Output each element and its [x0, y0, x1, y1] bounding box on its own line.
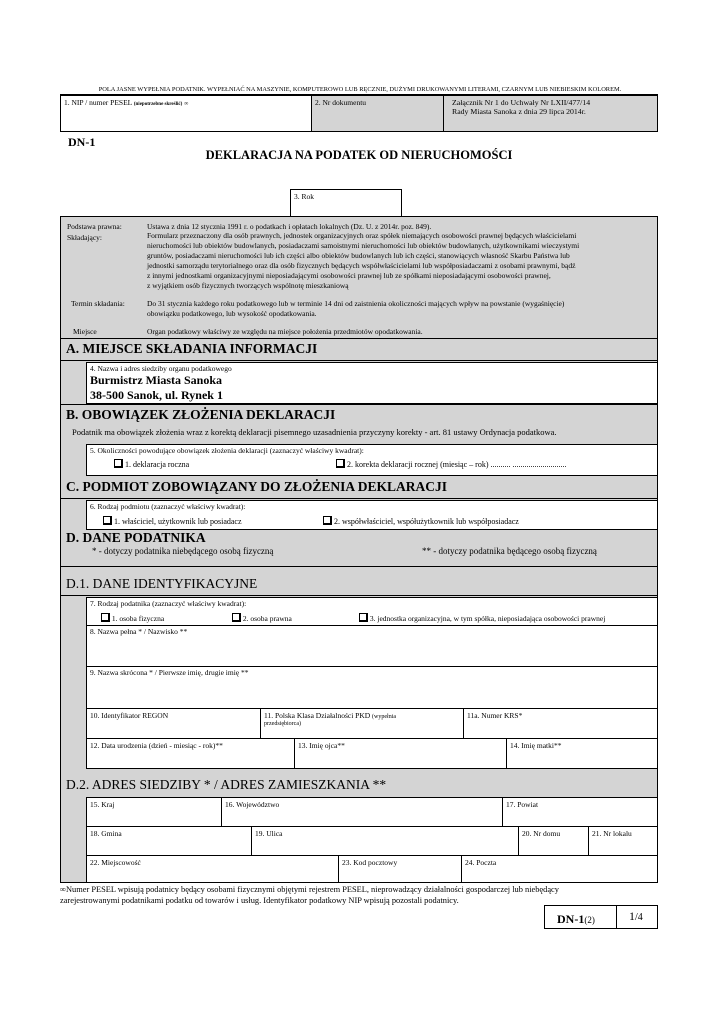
option-natural-person[interactable]: 1. osoba fizyczna [101, 613, 164, 623]
section-b-note: Podatnik ma obowiązek złożenia wraz z korektą deklaracji pisemnego uzasadnienia przyczyny korekty - art. 81 ustawy Ordynacja podatkowa. [72, 427, 557, 437]
section-d-heading: D. DANE PODATNIKA [66, 530, 206, 545]
doc-number-field [311, 95, 444, 132]
tax-office-address: 38-500 Sanok, ul. Rynek 1 [90, 388, 223, 402]
section-d-note-right: ** - dotyczy podatnika będącego osobą fizyczną [422, 546, 597, 556]
deadline-line-1: Do 31 stycznia każdego roku podatkowego lub w terminie 14 dni od zaistnienia okoliczności mających wpływ na powstanie (wygaśnięcie) [147, 299, 565, 308]
county-field[interactable] [502, 797, 658, 827]
submitters-line-6: z wyjątkiem osób fizycznych tworzących wspólnotę mieszkaniową [147, 281, 349, 290]
locality-label: 22. Miejscowość [90, 858, 141, 867]
postal-code-label: 23. Kod pocztowy [342, 858, 398, 867]
submitters-line-3: gruntów, posiadaczami nieruchomości lub ich części albo obiektów budowlanych lub ich części, stanowiących własność Skarbu Państwa lub [147, 251, 570, 260]
taxpayer-type-field [86, 597, 658, 626]
krs-label: 11a. Numer KRS* [467, 711, 523, 720]
section-d2-heading: D.2. ADRES SIEDZIBY * / ADRES ZAMIESZKANIA ** [66, 777, 387, 792]
checkbox-icon[interactable] [359, 613, 368, 622]
pkd-label: 11. Polska Klasa Działalności PKD [264, 711, 371, 720]
page-box-divider [616, 906, 617, 928]
checkbox-icon[interactable] [103, 516, 112, 525]
tax-office-label: 4. Nazwa i adres siedziby organu podatkowego [90, 364, 232, 373]
page-number: 1/4 [629, 909, 643, 923]
street-label: 19. Ulica [255, 829, 283, 838]
submitters-line-5: z innymi jednostkami organizacyjnymi nieposiadającymi osobowości prawnej lub ze spółkami nieposiadającymi osobowości prawnej, [147, 271, 551, 280]
divider [60, 404, 658, 405]
postal-code-field[interactable] [338, 855, 462, 883]
section-a-heading: A. MIEJSCE SKŁADANIA INFORMACJI [66, 341, 318, 356]
voivodeship-field[interactable] [221, 797, 503, 827]
nip-label: 1. NIP / numer PESEL [64, 98, 132, 107]
deadline-label: Termin składania: [71, 299, 125, 308]
top-instruction: POLA JASNE WYPEŁNIA PODATNIK. WYPEŁNIAĆ NA MASZYNIE, KOMPUTEROWO LUB RĘCZNIE, DUŻYMI DRUKOWANYMI LITERAMI, CZARNYM LUB NIEBIESKIM KOLOREM. [98, 86, 622, 93]
tax-office-name: Burmistrz Miasta Sanoka [90, 373, 222, 387]
pkd-hint-1: (wypełnia [372, 714, 397, 720]
country-label: 15. Kraj [90, 800, 115, 809]
full-name-label: 8. Nazwa pełna * / Nazwisko ** [90, 627, 188, 636]
divider [60, 498, 658, 499]
house-number-field[interactable] [518, 826, 589, 856]
option-co-owner[interactable]: 2. współwłaściciel, współużytkownik lub współposiadacz [323, 516, 519, 526]
nip-field[interactable] [60, 95, 312, 132]
annex-box [443, 95, 658, 132]
option-legal-person[interactable]: 2. osoba prawna [232, 613, 292, 623]
nip-sym: ∞ [184, 101, 189, 107]
birth-date-label: 12. Data urodzenia (dzień - miesiąc - rok)** [90, 741, 223, 750]
form-code: DN-1 [68, 135, 96, 149]
birth-date-field[interactable] [86, 738, 295, 769]
pkd-field[interactable] [260, 708, 464, 739]
post-office-label: 24. Poczta [465, 858, 497, 867]
post-office-field[interactable] [461, 855, 658, 883]
year-label: 3. Rok [294, 192, 315, 201]
pkd-hint-2: przedsiębiorca) [264, 721, 301, 727]
deadline-line-2: obowiązku podatkowego, lub wysokość opodatkowania. [147, 309, 317, 318]
info-block [60, 216, 658, 339]
submitters-line-1: Formularz przeznaczony dla osób prawnych, jednostek organizacyjnych oraz spółek niemających osobowości prawnej będących właścicielami [147, 231, 577, 240]
municipality-label: 18. Gmina [90, 829, 122, 838]
father-name-label: 13. Imię ojca** [298, 741, 345, 750]
section-b-heading: B. OBOWIĄZEK ZŁOŻENIA DEKLARACJI [66, 407, 336, 422]
tax-office-field [86, 362, 658, 404]
option-annual[interactable]: 1. deklaracja roczna [114, 459, 189, 469]
short-name-label: 9. Nazwa skrócona * / Pierwsze imię, drugie imię ** [90, 668, 249, 677]
divider [60, 360, 658, 361]
municipality-field[interactable] [86, 826, 252, 856]
page-box [544, 905, 658, 929]
footnote-line-1: ∞Numer PESEL wpisują podatnicy będący osobami fizycznymi objętymi rejestrem PESEL, nieprowadzący działalności gospodarczej lub niebędący [60, 885, 559, 894]
circumstances-label: 5. Okoliczności powodujące obowiązek złożenia deklaracji (zaznaczyć właściwy kwadrat): [90, 446, 364, 455]
mother-name-field[interactable] [506, 738, 658, 769]
street-field[interactable] [251, 826, 519, 856]
year-field[interactable] [290, 189, 402, 217]
option-owner[interactable]: 1. właściciel, użytkownik lub posiadacz [103, 516, 242, 526]
entity-type-field [86, 500, 658, 530]
page-box-code: DN-1(2) [557, 912, 595, 926]
mother-name-label: 14. Imię matki** [510, 741, 562, 750]
footnote-sym: ∞ [60, 885, 66, 894]
full-name-field[interactable] [86, 625, 658, 667]
place-label: Miejsce [73, 327, 97, 336]
country-field[interactable] [86, 797, 222, 827]
submitters-line-4: jednostki samorządu terytorialnego oraz dla osób fizycznych będących współwłaścicielami lub współposiadaczami z osobami prawnymi, bądź [147, 261, 576, 270]
father-name-field[interactable] [294, 738, 507, 769]
annex-line1: Załącznik Nr 1 do Uchwały Nr LXII/477/14 [452, 98, 591, 107]
annex-line2: Rady Miasta Sanoka z dnia 29 lipca 2014r. [452, 107, 586, 116]
option-organizational-unit[interactable]: 3. jednostka organizacyjna, w tym spółka, nieposiadająca osobowości prawnej [359, 613, 605, 623]
voivodeship-label: 16. Województwo [225, 800, 280, 809]
legal-basis-text: Ustawa z dnia 12 stycznia 1991 r. o podatkach i opłatach lokalnych (Dz. U. z 2014r. poz. 849). [147, 222, 432, 231]
submitters-line-2: nieruchomości lub obiektów budowlanych, posiadaczami samoistnymi nieruchomości lub obiektów budowlanych, użytkownikami wieczystymi [147, 241, 580, 250]
nip-hint: (niepotrzebne skreślić) [133, 102, 183, 107]
form-title: DEKLARACJA NA PODATEK OD NIERUCHOMOŚCI [205, 148, 513, 162]
checkbox-icon[interactable] [114, 459, 123, 468]
divider [60, 595, 658, 596]
locality-field[interactable] [86, 855, 339, 883]
entity-type-label: 6. Rodzaj podmiotu (zaznaczyć właściwy kwadrat): [90, 502, 246, 511]
taxpayer-type-label: 7. Rodzaj podatnika (zaznaczyć właściwy kwadrat): [90, 599, 247, 608]
apartment-number-label: 21. Nr lokalu [592, 829, 632, 838]
section-c-heading: C. PODMIOT ZOBOWIĄZANY DO ZŁOŻENIA DEKLARACJI [66, 479, 448, 494]
apartment-number-field[interactable] [588, 826, 658, 856]
place-text: Organ podatkowy właściwy ze względu na miejsce położenia przedmiotów opodatkowania. [147, 327, 423, 336]
checkbox-icon[interactable] [336, 459, 345, 468]
section-d1-heading: D.1. DANE IDENTYFIKACYJNE [66, 576, 258, 591]
county-label: 17. Powiat [506, 800, 539, 809]
checkbox-icon[interactable] [232, 613, 241, 622]
checkbox-icon[interactable] [101, 613, 110, 622]
circumstances-field [86, 444, 658, 476]
footnote-line-2: zarejestrowanymi podatnikami podatku od towarów i usług. Identyfikator podatkowy NIP wpisują pozostali podatnicy. [60, 896, 459, 905]
krs-field[interactable] [463, 708, 658, 739]
regon-field[interactable] [86, 708, 261, 739]
short-name-field[interactable] [86, 666, 658, 709]
legal-basis-label: Podstawa prawna: [67, 222, 122, 231]
submitters-label: Składający: [67, 233, 102, 242]
section-d-note-left: * - dotyczy podatnika niebędącego osobą fizyczną [92, 546, 274, 556]
option-correction[interactable]: 2. korekta deklaracji rocznej (miesiąc – rok) .......... ........................... [336, 459, 567, 469]
house-number-label: 20. Nr domu [522, 829, 561, 838]
divider [60, 566, 658, 567]
doc-number-label: 2. Nr dokumentu [315, 98, 367, 107]
checkbox-icon[interactable] [323, 516, 332, 525]
regon-label: 10. Identyfikator REGON [90, 711, 169, 720]
